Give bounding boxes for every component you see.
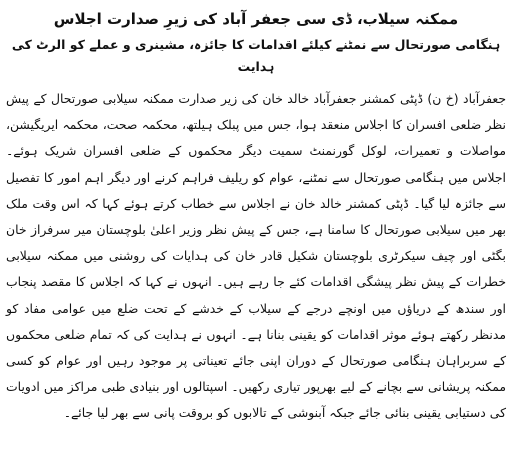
article-headline: ممکنہ سیلاب، ڈی سی جعفر آباد کی زیرِ صدارت اجلاس <box>53 10 459 28</box>
article-body: جعفرآباد (خ ن) ڈپٹی کمشنر جعفرآباد خالد خان کی زیر صدارت ممکنہ سیلابی صورتحال کے پیش نظر ضلعی افسران کا اجلاس منعقد ہوا، جس میں پبلک ہیلتھ، محکمہ صحت، محکمہ ایریگیشن، مواصلات و تعمیرات، لوکل گورنمنٹ سمیت دیگر محکموں کے ضلعی افسران شریک ہوئے۔ اجلاس میں ہنگامی صورتحال سے نمٹنے، عوام کو ریلیف فراہم کرنے اور دیگر اہم امور کا تفصیل سے جائزہ لیا گیا۔ ڈپٹی کمشنر خالد خان نے اجلاس سے خطاب کرتے ہوئے کہا کہ اس وقت ملک بھر میں سیلابی صورتحال کا سامنا ہے، جس کے پیش نظر وزیر اعلیٰ بلوچستان میر سرفراز خان بگٹی اور چیف سیکرٹری بلوچستان شکیل قادر خان کی ہدایات کی روشنی میں ممکنہ سیلابی خطرات کے پیش نظر پیشگی اقدامات کئے جا رہے ہیں۔ انہوں نے کہا کہ اجلاس کا مقصد پنجاب اور سندھ کے دریاؤں میں اونچے درجے کے سیلاب کے خدشے کے تحت ضلع میں عوامی مفاد کو مدنظر رکھتے ہوئے موثر اقدامات کو یقینی بنانا ہے۔ انہوں نے ہدایت کی کہ تمام ضلعی محکموں کے سربراہان ہنگامی صورتحال کے دوران اپنی جائے تعیناتی پر موجود رہیں اور عوام کو کسی ممکنہ پریشانی سے بچانے کے لیے بھرپور تیاری رکھیں۔ اسپتالوں اور بنیادی طبی مراکز میں ادویات کی دستیابی یقینی بنائی جائے جبکہ آبنوشی کے تالابوں کو بروقت پانی سے بھر لیا جائے۔ <box>6 91 506 421</box>
article-subheadline: ہنگامی صورتحال سے نمٹنے کیلئے اقدامات کا جائزہ، مشینری و عملے کو الرٹ کی ہدایت <box>11 37 501 74</box>
